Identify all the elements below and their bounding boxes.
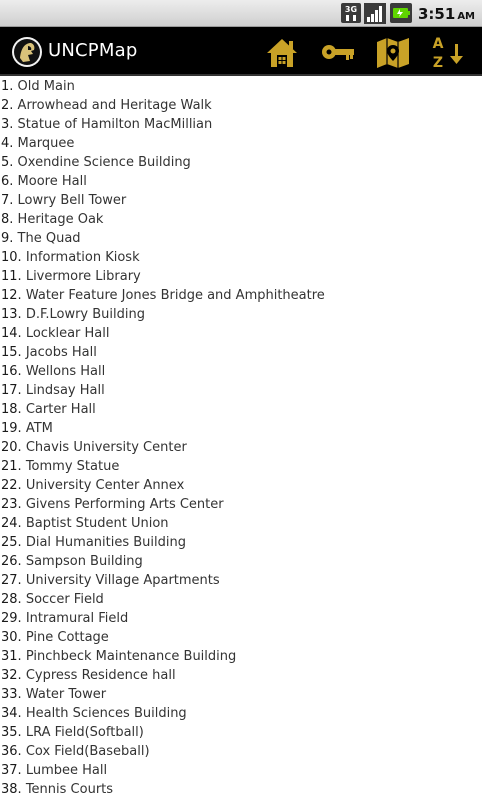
location-list-item[interactable] <box>0 571 482 590</box>
location-number: 1. <box>1 79 14 94</box>
location-list-item[interactable] <box>0 628 482 647</box>
location-number: 6. <box>1 174 14 189</box>
location-name: Oxendine Science Building <box>17 155 191 170</box>
location-number: 32. <box>1 668 22 683</box>
location-list-item[interactable] <box>0 495 482 514</box>
clock <box>418 3 475 25</box>
location-number: 14. <box>1 326 22 341</box>
location-list-item[interactable] <box>0 666 482 685</box>
signal-strength-icon <box>364 3 386 24</box>
location-list-item[interactable] <box>0 514 482 533</box>
location-list-item[interactable] <box>0 153 482 172</box>
location-list-item[interactable] <box>0 590 482 609</box>
location-name: Arrowhead and Heritage Walk <box>17 98 212 113</box>
location-name: Carter Hall <box>25 402 96 417</box>
location-list-item[interactable] <box>0 324 482 343</box>
location-name: Marquee <box>17 136 75 151</box>
location-number: 22. <box>1 478 22 493</box>
clock-time: 3:51 <box>418 5 456 23</box>
location-number: 16. <box>1 364 22 379</box>
location-list-item[interactable] <box>0 96 482 115</box>
location-number: 29. <box>1 611 22 626</box>
location-name: Statue of Hamilton MacMillian <box>17 117 213 132</box>
location-number: 4. <box>1 136 14 151</box>
location-name: Information Kiosk <box>25 250 140 265</box>
location-number: 9. <box>1 231 14 246</box>
location-number: 10. <box>1 250 22 265</box>
location-number: 23. <box>1 497 22 512</box>
location-number: 26. <box>1 554 22 569</box>
location-name: Wellons Hall <box>25 364 106 379</box>
home-icon[interactable] <box>263 33 301 71</box>
app-title: UNCPMap <box>48 40 138 61</box>
action-bar <box>0 27 482 76</box>
location-number: 11. <box>1 269 22 284</box>
location-name: Lowry Bell Tower <box>17 193 127 208</box>
location-list-item[interactable] <box>0 438 482 457</box>
location-number: 13. <box>1 307 22 322</box>
location-name: University Village Apartments <box>25 573 220 588</box>
location-name: Locklear Hall <box>25 326 110 341</box>
location-list-item[interactable] <box>0 210 482 229</box>
location-name: Tennis Courts <box>25 782 114 797</box>
location-name: ATM <box>25 421 53 436</box>
location-number: 27. <box>1 573 22 588</box>
location-list-item[interactable] <box>0 685 482 704</box>
location-number: 15. <box>1 345 22 360</box>
location-number: 34. <box>1 706 22 721</box>
location-number: 31. <box>1 649 22 664</box>
location-number: 5. <box>1 155 14 170</box>
key-icon[interactable] <box>319 33 357 71</box>
location-list-item[interactable] <box>0 248 482 267</box>
location-name: University Center Annex <box>25 478 185 493</box>
location-number: 37. <box>1 763 22 778</box>
location-name: Cypress Residence hall <box>25 668 176 683</box>
location-name: Pinchbeck Maintenance Building <box>25 649 237 664</box>
location-name: Lindsay Hall <box>25 383 105 398</box>
location-name: Lumbee Hall <box>25 763 108 778</box>
location-name: Jacobs Hall <box>25 345 97 360</box>
network-3g-icon <box>341 3 361 23</box>
location-number: 25. <box>1 535 22 550</box>
map-icon[interactable] <box>374 33 412 71</box>
location-list-item[interactable] <box>0 552 482 571</box>
location-list-item[interactable] <box>0 229 482 248</box>
clock-ampm: AM <box>457 11 476 22</box>
svg-text:Z: Z <box>432 55 444 71</box>
location-number: 17. <box>1 383 22 398</box>
location-list-item[interactable] <box>0 457 482 476</box>
location-number: 3. <box>1 117 14 132</box>
location-name: D.F.Lowry Building <box>25 307 145 322</box>
location-number: 12. <box>1 288 22 303</box>
location-list-item[interactable] <box>0 704 482 723</box>
location-number: 19. <box>1 421 22 436</box>
location-number: 36. <box>1 744 22 759</box>
location-list-item[interactable] <box>0 134 482 153</box>
location-list <box>0 77 482 799</box>
location-list-item[interactable] <box>0 533 482 552</box>
location-number: 33. <box>1 687 22 702</box>
location-name: Heritage Oak <box>17 212 104 227</box>
location-list-item[interactable] <box>0 476 482 495</box>
location-name: Intramural Field <box>25 611 129 626</box>
location-number: 21. <box>1 459 22 474</box>
location-list-item[interactable] <box>0 305 482 324</box>
location-name: Soccer Field <box>25 592 104 607</box>
location-number: 28. <box>1 592 22 607</box>
svg-text:A: A <box>432 36 444 52</box>
location-list-item[interactable] <box>0 286 482 305</box>
location-list-item[interactable] <box>0 742 482 761</box>
location-name: Chavis University Center <box>25 440 187 455</box>
svg-text:3G: 3G <box>344 5 358 14</box>
location-list-item[interactable] <box>0 419 482 438</box>
location-number: 7. <box>1 193 14 208</box>
location-name: Health Sciences Building <box>25 706 187 721</box>
location-number: 8. <box>1 212 14 227</box>
location-name: Water Tower <box>25 687 107 702</box>
status-bar <box>0 0 482 27</box>
battery-charging-icon <box>390 3 412 23</box>
location-name: Pine Cottage <box>25 630 109 645</box>
location-list-item[interactable] <box>0 77 482 96</box>
location-list-item[interactable] <box>0 115 482 134</box>
location-number: 24. <box>1 516 22 531</box>
location-name: The Quad <box>17 231 81 246</box>
location-list-item[interactable] <box>0 172 482 191</box>
location-name: Water Feature Jones Bridge and Amphitheatre <box>25 288 325 303</box>
location-number: 2. <box>1 98 14 113</box>
location-list-item[interactable] <box>0 609 482 628</box>
location-number: 18. <box>1 402 22 417</box>
location-name: Moore Hall <box>17 174 87 189</box>
location-list-item[interactable] <box>0 723 482 742</box>
location-list-item[interactable] <box>0 267 482 286</box>
sort-az-icon[interactable] <box>428 33 466 71</box>
location-name: Cox Field(Baseball) <box>25 744 150 759</box>
location-list-item[interactable] <box>0 400 482 419</box>
location-list-item[interactable] <box>0 362 482 381</box>
location-number: 35. <box>1 725 22 740</box>
location-name: Old Main <box>17 79 75 94</box>
location-name: LRA Field(Softball) <box>25 725 144 740</box>
location-list-item[interactable] <box>0 381 482 400</box>
location-name: Baptist Student Union <box>25 516 169 531</box>
app-logo-icon <box>11 36 43 68</box>
location-name: Givens Performing Arts Center <box>25 497 224 512</box>
location-name: Dial Humanities Building <box>25 535 187 550</box>
location-list-item[interactable] <box>0 761 482 780</box>
location-list-item[interactable] <box>0 191 482 210</box>
location-number: 30. <box>1 630 22 645</box>
location-name: Sampson Building <box>25 554 143 569</box>
location-number: 20. <box>1 440 22 455</box>
location-list-item[interactable] <box>0 343 482 362</box>
location-list-item[interactable] <box>0 780 482 799</box>
location-name: Livermore Library <box>25 269 141 284</box>
location-list-item[interactable] <box>0 647 482 666</box>
location-number: 38. <box>1 782 22 797</box>
location-name: Tommy Statue <box>25 459 120 474</box>
